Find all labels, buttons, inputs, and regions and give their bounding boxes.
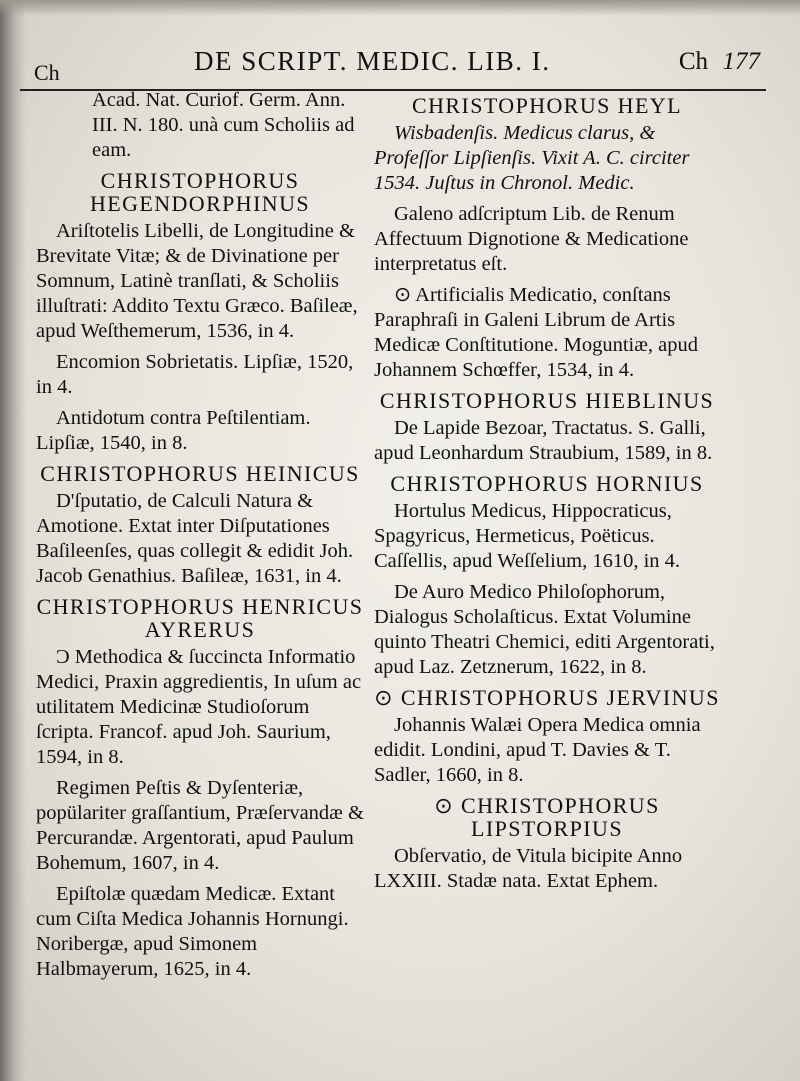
author-name: CHRISTOPHORUS HEINICUS — [40, 461, 360, 486]
top-shadow — [0, 0, 800, 16]
author-section — [36, 462, 364, 589]
page-number: 177 — [722, 48, 760, 75]
author-name: ⊙ CHRISTOPHORUS JERVINUS — [374, 685, 720, 710]
biographical-note: Wisbadenſis. Medicus clarus, & Profeſſor Lipſienſis. Vixit A. C. circiter 1534. Juſtus in Chronol. Medic. — [374, 122, 690, 194]
author-name: CHRISTOPHORUS HENRICUS AYRERUS — [36, 594, 364, 642]
work-entry: Galeno adſcriptum Lib. de Renum Affectuum Dignotione & Medicatione interpretatus eſt. — [374, 203, 689, 275]
author-section — [36, 169, 364, 456]
work-entry: Epiſtolæ quædam Medicæ. Extant cum Ciſta Medica Johannis Hornungi. Noribergæ, apud Simonem Halbmayerum, 1625, in 4. — [36, 883, 349, 980]
work-entry: Regimen Peſtis & Dyſenteriæ, popülariter graſſantium, Præſervandæ & Percurandæ. Argentorati, apud Paulum Bohemum, 1607, in 4. — [36, 777, 364, 874]
work-entry: Johannis Walæi Opera Medica omnia edidit. Londini, apud T. Davies & T. Sadler, 1660, in 8. — [374, 714, 701, 786]
author-name: ⊙ CHRISTOPHORUS LIPSTORPIUS — [434, 793, 660, 841]
left-column — [36, 89, 364, 988]
work-entry: De Auro Medico Philoſophorum, Dialogus Scholaſticus. Extat Volumine quinto Theatri Chemici, editi Argentorati, apud Laz. Zetznerum, 1622, in 8. — [374, 581, 715, 678]
work-entry: D'ſputatio, de Calculi Natura & Amotione. Extat inter Diſputationes Baſileenſes, quas collegit & edidit Joh. Jacob Genathius. Baſileæ, 1631, in 4. — [36, 490, 354, 587]
catchword-left: Ch — [34, 60, 60, 85]
author-section — [374, 94, 720, 383]
author-section — [374, 794, 720, 894]
work-entry: Obſervatio, de Vitula bicipite Anno LXXIII. Stadæ nata. Extat Ephem. — [374, 845, 683, 892]
gutter-shadow — [0, 0, 26, 1081]
catchword-right: Ch — [678, 48, 708, 75]
author-section — [374, 389, 720, 466]
author-name: CHRISTOPHORUS HORNIUS — [390, 471, 704, 496]
author-name: CHRISTOPHORUS HEGENDORPHINUS — [89, 168, 311, 216]
page-header — [34, 44, 760, 84]
work-entry: Encomion Sobrietatis. Lipſiæ, 1520, in 4. — [36, 351, 354, 398]
continuation-entry: Acad. Nat. Curiof. Germ. Ann. III. N. 180. unà cum Scholiis ad eam. — [92, 89, 355, 161]
right-column — [374, 92, 720, 900]
running-head: DE SCRIPT. MEDIC. LIB. I. — [194, 46, 551, 76]
work-entry: Ariſtotelis Libelli, de Longitudine & Brevitate Vitæ; & de Divinatione per Somnum, Latinè tranſlati, & Scholiis illuſtrati: Addito Textu Græco. Baſileæ, apud Weſthemerum, 1536, in 4. — [36, 220, 358, 342]
author-name: CHRISTOPHORUS HIEBLINUS — [379, 388, 715, 413]
work-entry: Antidotum contra Peſtilentiam. Lipſiæ, 1540, in 8. — [36, 407, 311, 454]
author-section — [374, 686, 720, 788]
work-entry: De Lapide Bezoar, Tractatus. S. Galli, apud Leonhardum Straubium, 1589, in 8. — [374, 417, 713, 464]
work-entry: Ɔ Methodica & ſuccincta Informatio Medici, Praxin aggredientis, In uſum ac utilitatem Medicinæ Studioſorum ſcripta. Francof. apud Joh. Saurium, 1594, in 8. — [36, 646, 362, 768]
work-entry: Hortulus Medicus, Hippocraticus, Spagyricus, Hermeticus, Poëticus. Caſſellis, apud Weſſelium, 1610, in 4. — [374, 500, 681, 572]
author-section — [374, 472, 720, 680]
author-section — [36, 595, 364, 982]
work-entry: ⊙ Artificialis Medicatio, conſtans Paraphraſi in Galeni Librum de Artis Medicæ Conſtitutione. Moguntiæ, apud Johannem Schœffer, 1534, in 4. — [374, 284, 699, 381]
author-name: CHRISTOPHORUS HEYL — [412, 93, 682, 118]
